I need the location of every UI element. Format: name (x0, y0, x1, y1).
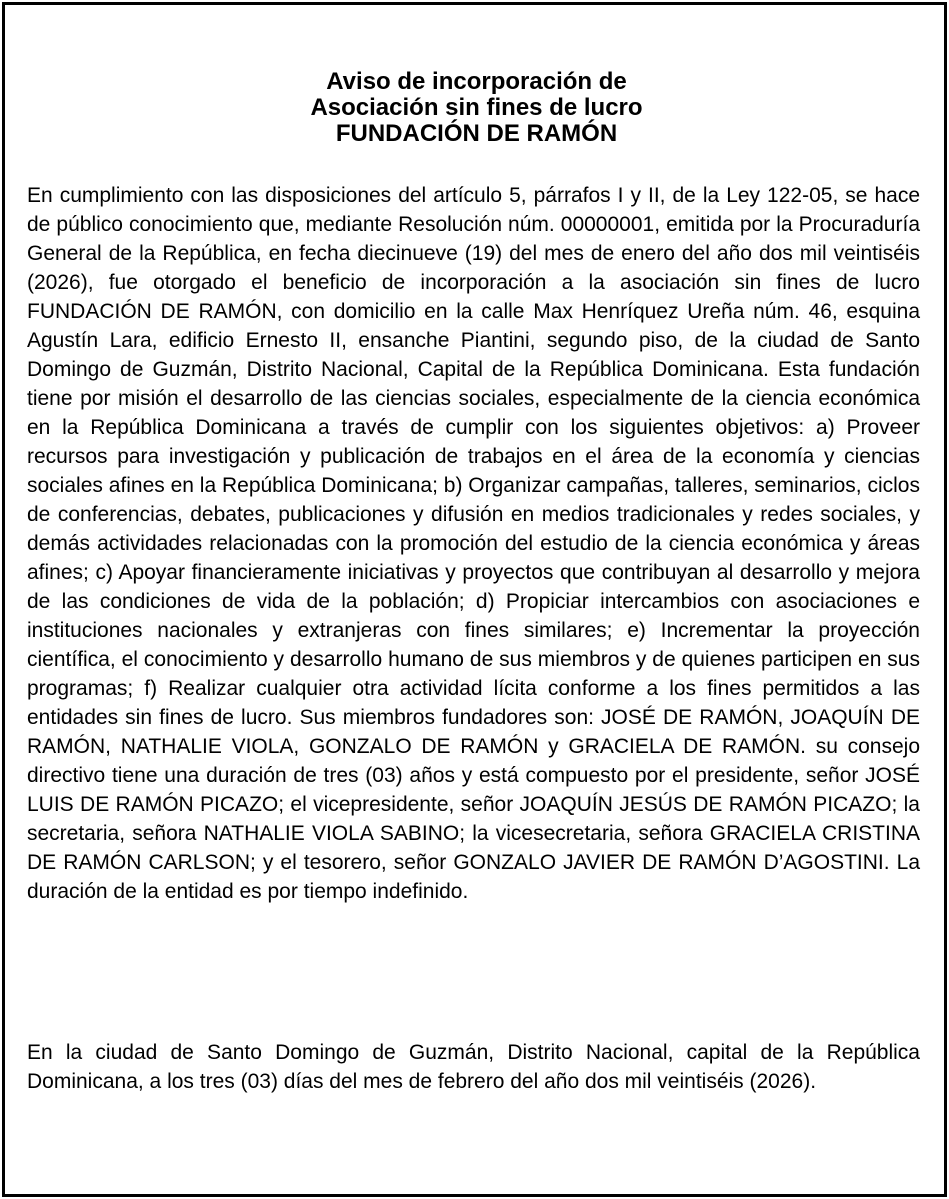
title-line-1: Aviso de incorporación de (326, 68, 627, 95)
notice-frame (2, 2, 947, 1197)
notice-body-paragraph: En cumplimiento con las disposiciones del artículo 5, párrafos I y II, de la Ley 122-05, se hace de público conocimiento que, mediante Resolución núm. 00000001, emitida por la Procuraduría General de la República, en fecha diecinueve (19) del mes de enero del año dos mil veintiséis (2026), fue otorgado el beneficio de incorporación a la asociación sin fines de lucro FUNDACIÓN DE RAMÓN, con domicilio en la calle Max Henríquez Ureña núm. 46, esquina Agustín Lara, edificio Ernesto II, ensanche Piantini, segundo piso, de la ciudad de Santo Domingo de Guzmán, Distrito Nacional, Capital de la República Dominicana. Esta fundación tiene por misión el desarrollo de las ciencias sociales, especialmente de la ciencia económica en la República Dominicana a través de cumplir con los siguientes objetivos: a) Proveer recursos para investigación y publicación de trabajos en el área de la economía y ciencias sociales afines en la República Dominicana; b) Organizar campañas, talleres, seminarios, ciclos de conferencias, debates, publicaciones y difusión en medios tradicionales y redes sociales, y demás actividades relacionadas con la promoción del estudio de la ciencia económica y áreas afines; c) Apoyar financieramente iniciativas y proyectos que contribuyan al desarrollo y mejora de las condiciones de vida de la población; d) Propiciar intercambios con asociaciones e instituciones nacionales y extranjeras con fines similares; e) Incrementar la proyección científica, el conocimiento y desarrollo humano de sus miembros y de quienes participen en sus programas; f) Realizar cualquier otra actividad lícita conforme a los fines permitidos a las entidades sin fines de lucro. Sus miembros fundadores son: JOSÉ DE RAMÓN, JOAQUÍN DE RAMÓN, NATHALIE VIOLA, GONZALO DE RAMÓN y GRACIELA DE RAMÓN. su consejo directivo tiene una duración de tres (03) años y está compuesto por el presidente, señor JOSÉ LUIS DE RAMÓN PICAZO; el vicepresidente, señor JOAQUÍN JESÚS DE RAMÓN PICAZO; la secretaria, señora NATHALIE VIOLA SABINO; la vicesecretaria, señora GRACIELA CRISTINA DE RAMÓN CARLSON; y el tesorero, señor GONZALO JAVIER DE RAMÓN D’AGOSTINI. La duración de la entidad es por tiempo indefinido. (27, 184, 920, 903)
notice-closing-paragraph: En la ciudad de Santo Domingo de Guzmán, Distrito Nacional, capital de la República Dominicana, a los tres (03) días del mes de febrero del año dos mil veintiséis (2026). (27, 1041, 920, 1093)
notice-title (5, 69, 948, 147)
title-line-3: FUNDACIÓN DE RAMÓN (335, 120, 618, 147)
title-line-2: Asociación sin fines de lucro (310, 94, 643, 121)
